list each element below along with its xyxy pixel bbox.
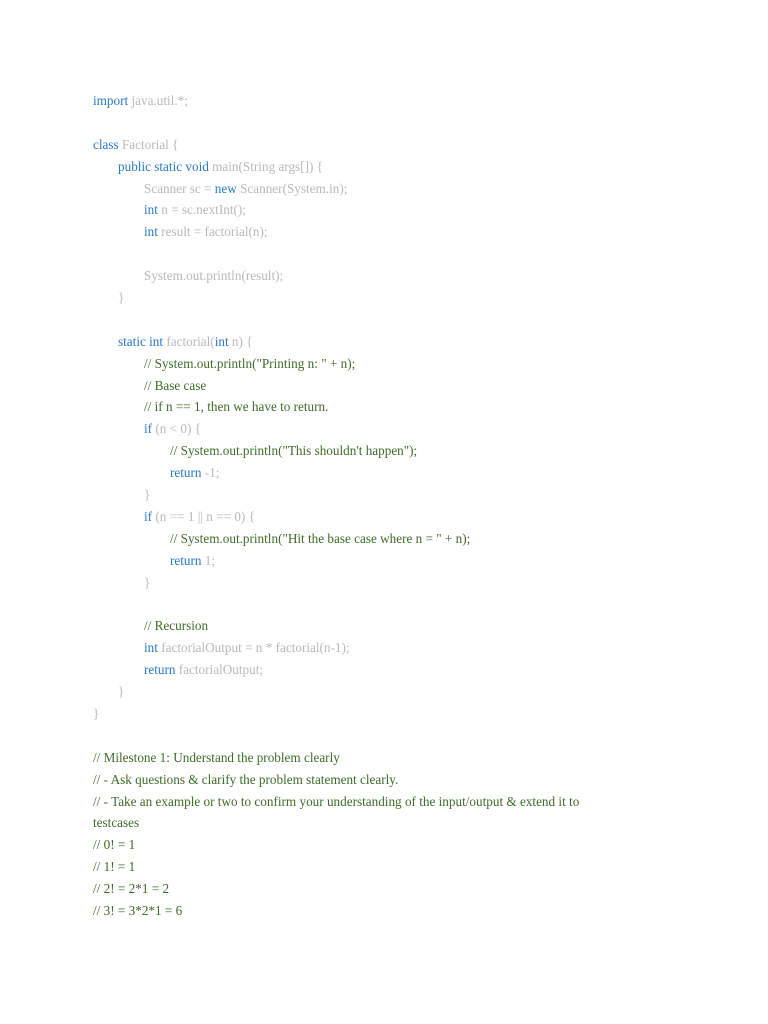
code-line: [93, 156, 733, 178]
code-line: [93, 791, 733, 813]
code-token: n) {: [228, 333, 253, 349]
code-token: factorialOutput;: [175, 662, 264, 678]
keyword-token: if: [144, 421, 153, 437]
comment-token: // 0! = 1: [93, 837, 136, 853]
keyword-token: int: [149, 333, 164, 349]
code-line: [93, 396, 733, 418]
code-line: [93, 484, 733, 506]
code-line: [93, 287, 733, 309]
code-token: -1;: [201, 465, 220, 481]
code-line: [93, 462, 733, 484]
keyword-token: static: [118, 333, 146, 349]
keyword-token: public: [118, 158, 151, 174]
code-line: [93, 550, 733, 572]
keyword-token: return: [144, 662, 176, 678]
comment-token: // Milestone 1: Understand the problem clearly: [93, 749, 340, 765]
code-token: main(String args[]) {: [208, 158, 323, 174]
code-line: [93, 90, 733, 112]
comment-token: // System.out.println("Printing n: " + n);: [144, 355, 356, 371]
code-token: Scanner sc =: [144, 180, 215, 196]
code-line: [93, 353, 733, 375]
comment-token: // 1! = 1: [93, 859, 136, 875]
code-line: [93, 747, 733, 769]
code-token: java.util.*;: [128, 93, 188, 108]
code-line: [93, 681, 733, 703]
code-token: result = factorial(n);: [157, 224, 268, 240]
code-line: [93, 331, 733, 353]
comment-token: // Base case: [144, 377, 207, 393]
code-line: [93, 440, 733, 462]
keyword-token: if: [144, 508, 153, 524]
code-line: [93, 375, 733, 397]
code-line: [93, 528, 733, 550]
code-line: [93, 900, 733, 922]
keyword-token: int: [144, 224, 158, 240]
comment-token: // 2! = 2*1 = 2: [93, 881, 170, 897]
keyword-token: int: [144, 202, 158, 218]
code-token: }: [118, 290, 125, 306]
code-listing: [93, 90, 733, 922]
comment-token: // System.out.println("Hit the base case where n = " + n);: [170, 530, 471, 546]
code-token: Factorial {: [118, 136, 179, 152]
code-line: [93, 199, 733, 221]
code-token: (n == 1 || n == 0) {: [152, 508, 255, 524]
code-line: [93, 221, 733, 243]
comment-token: // if n == 1, then we have to return.: [144, 399, 329, 415]
code-line: [93, 659, 733, 681]
keyword-token: int: [144, 640, 158, 656]
comment-token: // 3! = 3*2*1 = 6: [93, 902, 183, 918]
code-line: [93, 134, 733, 156]
code-line: [93, 637, 733, 659]
code-token: }: [93, 705, 100, 721]
keyword-token: static: [154, 158, 183, 174]
code-line: [93, 178, 733, 200]
blank-line: [93, 309, 733, 331]
code-line: [93, 856, 733, 878]
blank-line: [93, 112, 733, 134]
comment-token: // Recursion: [144, 618, 209, 634]
code-line: [93, 506, 733, 528]
code-token: n = sc.nextInt();: [157, 202, 246, 218]
keyword-token: int: [214, 333, 229, 349]
code-line: [93, 769, 733, 791]
code-line: [93, 878, 733, 900]
code-token: Scanner(System.in);: [236, 180, 348, 196]
comment-token: // - Take an example or two to confirm your understanding of the input/output & extend it to: [93, 793, 580, 809]
keyword-token: class: [93, 136, 119, 152]
code-token: factorial(: [163, 333, 215, 349]
keyword-token: return: [170, 552, 202, 568]
comment-token: // - Ask questions & clarify the problem statement clearly.: [93, 771, 399, 787]
code-token: }: [118, 684, 125, 700]
code-token: factorialOutput = n * factorial(n-1);: [157, 640, 350, 656]
code-line: [93, 834, 733, 856]
keyword-token: import: [93, 93, 129, 108]
keyword-token: new: [214, 180, 237, 196]
blank-line: [93, 725, 733, 747]
code-line: [93, 615, 733, 637]
code-token: }: [144, 487, 151, 503]
comment-token: testcases: [93, 815, 140, 831]
keyword-token: return: [170, 465, 202, 481]
code-line: [93, 572, 733, 594]
code-line: [93, 265, 733, 287]
code-line: [93, 418, 733, 440]
code-token: System.out.println(result);: [144, 268, 284, 284]
code-token: (n < 0) {: [152, 421, 201, 437]
code-token: 1;: [201, 552, 216, 568]
code-token: }: [144, 574, 151, 590]
code-line: [93, 812, 733, 834]
blank-line: [93, 243, 733, 265]
blank-line: [93, 593, 733, 615]
keyword-token: void: [185, 158, 209, 174]
comment-token: // System.out.println("This shouldn't happen");: [170, 443, 418, 459]
code-line: [93, 703, 733, 725]
